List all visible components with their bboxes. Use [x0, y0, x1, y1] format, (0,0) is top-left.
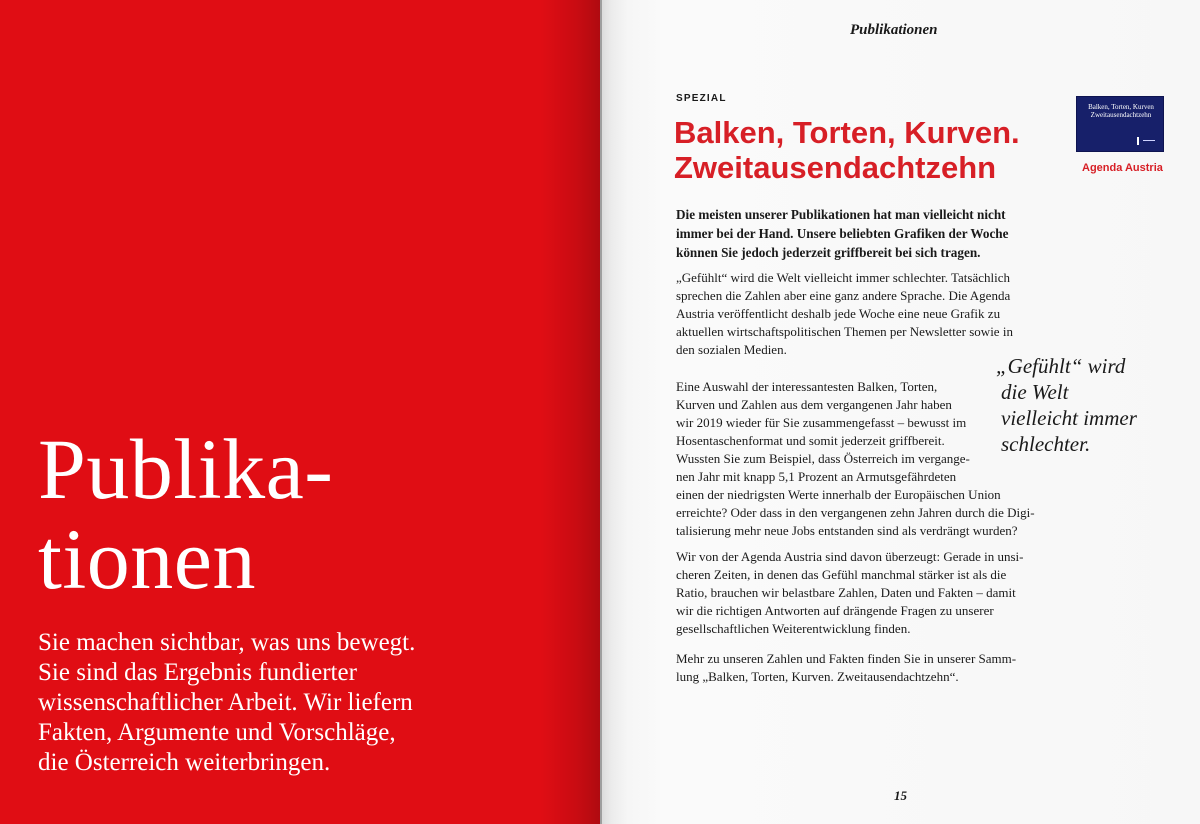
- section-intro: [38, 628, 558, 778]
- pull-quote: [996, 353, 1176, 457]
- gutter: [600, 0, 602, 824]
- lead-line: Die meisten unserer Publikationen hat man vielleicht nicht: [676, 207, 1006, 222]
- article-lead: [676, 205, 1036, 262]
- body-line: Wussten Sie zum Beispiel, dass Österreich im vergange-: [676, 451, 970, 466]
- section-title: [38, 421, 334, 607]
- lead-line: können Sie jedoch jederzeit griffbereit bei sich tragen.: [676, 245, 981, 260]
- body-line: einen der niedrigsten Werte innerhalb der Europäischen Union: [676, 487, 1001, 502]
- body-line: nen Jahr mit knapp 5,1 Prozent an Armutsgefährdeten: [676, 469, 957, 484]
- body-line: „Gefühlt“ wird die Welt vielleicht immer schlechter. Tatsächlich: [676, 270, 1011, 285]
- pull-quote-line: vielleicht immer: [1001, 406, 1137, 430]
- body-line: aktuellen wirtschaftspolitischen Themen per Newsletter sowie in: [676, 324, 1013, 339]
- cover-title-line: Balken, Torten, Kurven: [1088, 103, 1154, 111]
- cover-title: [1081, 103, 1161, 119]
- cover-caption: Agenda Austria: [1082, 162, 1163, 174]
- body-line: wir 2019 wieder für Sie zusammengefasst – bewusst im: [676, 415, 967, 430]
- body-line: lung „Balken, Torten, Kurven. Zweitausendachtzehn“.: [676, 669, 959, 684]
- section-title-line: tionen: [38, 511, 256, 607]
- intro-line: Fakten, Argumente und Vorschläge,: [38, 719, 396, 746]
- running-head: Publikationen: [850, 22, 938, 38]
- body-line: Ratio, brauchen wir belastbare Zahlen, Daten und Fakten – damit: [676, 585, 1016, 600]
- body-paragraph: [676, 378, 1046, 540]
- intro-line: Sie sind das Ergebnis fundierter: [38, 659, 357, 686]
- body-line: Kurven und Zahlen aus dem vergangenen Jahr haben: [676, 397, 952, 412]
- intro-line: die Österreich weiterbringen.: [38, 749, 331, 776]
- body-line: gesellschaftlichen Weiterentwicklung finden.: [676, 621, 911, 636]
- body-line: Eine Auswahl der interessantesten Balken, Torten,: [676, 379, 938, 394]
- article-title-line: Zweitausendachtzehn: [674, 150, 997, 185]
- article-title: [674, 115, 1074, 185]
- body-line: wir die richtigen Antworten auf drängende Fragen zu unserer: [676, 603, 994, 618]
- lead-line: immer bei der Hand. Unsere beliebten Grafiken der Woche: [676, 226, 1009, 241]
- cover-title-line: Zweitausendachtzehn: [1090, 111, 1152, 119]
- body-paragraph: [676, 650, 1046, 686]
- body-paragraph: [676, 269, 1046, 359]
- cover-logo-icon: [1137, 137, 1157, 145]
- body-line: den sozialen Medien.: [676, 342, 787, 357]
- intro-line: Sie machen sichtbar, was uns bewegt.: [38, 629, 416, 656]
- page-number: 15: [894, 788, 907, 803]
- body-paragraph: [676, 548, 1046, 638]
- body-line: Mehr zu unseren Zahlen und Fakten finden Sie in unserer Samm-: [676, 651, 1017, 666]
- body-line: talisierung mehr neue Jobs entstanden sind als verdrängt wurden?: [676, 523, 1018, 538]
- body-line: sprechen die Zahlen aber eine ganz andere Sprache. Die Agenda: [676, 288, 1011, 303]
- body-line: cheren Zeiten, in denen das Gefühl manchmal stärker ist als die: [676, 567, 1007, 582]
- body-line: Hosentaschenformat und somit jederzeit griffbereit.: [676, 433, 945, 448]
- pull-quote-line: „Gefühlt“ wird: [996, 354, 1126, 378]
- body-line: Austria veröffentlicht deshalb jede Woche eine neue Grafik zu: [676, 306, 1001, 321]
- article-title-line: Balken, Torten, Kurven.: [674, 115, 1020, 150]
- publication-cover-image: [1076, 96, 1164, 152]
- article-kicker: SPEZIAL: [676, 93, 727, 104]
- intro-line: wissenschaftlicher Arbeit. Wir liefern: [38, 689, 413, 716]
- pull-quote-line: schlechter.: [1001, 432, 1091, 456]
- pull-quote-line: die Welt: [1001, 380, 1069, 404]
- body-line: erreichte? Oder dass in den vergangenen zehn Jahren durch die Digi-: [676, 505, 1035, 520]
- body-line: Wir von der Agenda Austria sind davon überzeugt: Gerade in unsi-: [676, 549, 1024, 564]
- section-title-line: Publika-: [38, 421, 334, 517]
